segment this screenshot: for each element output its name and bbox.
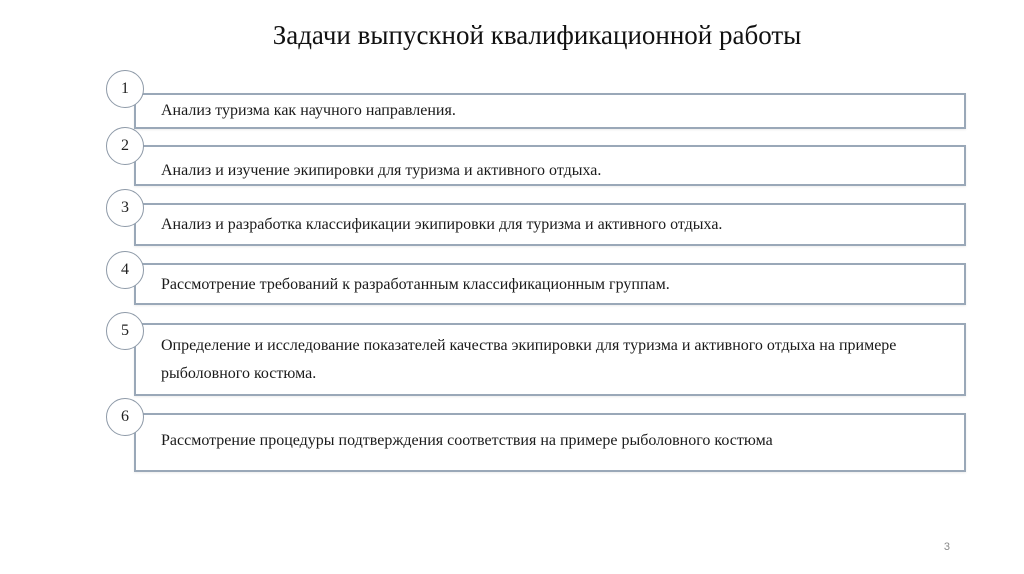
task-item-6: [134, 413, 966, 472]
task-item-5: [134, 323, 966, 396]
task-text: Рассмотрение процедуры подтверждения соответствия на примере рыболовного костюма: [161, 432, 773, 449]
task-text: Анализ туризма как научного направления.: [161, 102, 456, 119]
task-number-badge: 3: [106, 189, 144, 227]
task-number-badge: 1: [106, 70, 144, 108]
task-item-4: [134, 263, 966, 305]
task-item-3: [134, 203, 966, 246]
task-number-badge: 6: [106, 398, 144, 436]
task-number-badge: 4: [106, 251, 144, 289]
page-number: 3: [943, 541, 950, 553]
task-item-2: [134, 145, 966, 186]
task-number-badge: 5: [106, 312, 144, 350]
task-text: Определение и исследование показателей качества экипировки для туризма и активного отдыха на примере рыболовного костюма.: [161, 337, 897, 382]
task-number-badge: 2: [106, 127, 144, 165]
task-text: Анализ и изучение экипировки для туризма и активного отдыха.: [161, 162, 602, 179]
task-text: Анализ и разработка классификации экипировки для туризма и активного отдыха.: [161, 216, 723, 233]
task-item-1: [134, 93, 966, 129]
task-text: Рассмотрение требований к разработанным классификационным группам.: [161, 276, 670, 293]
slide-title: Задачи выпускной квалификационной работы: [272, 20, 802, 50]
